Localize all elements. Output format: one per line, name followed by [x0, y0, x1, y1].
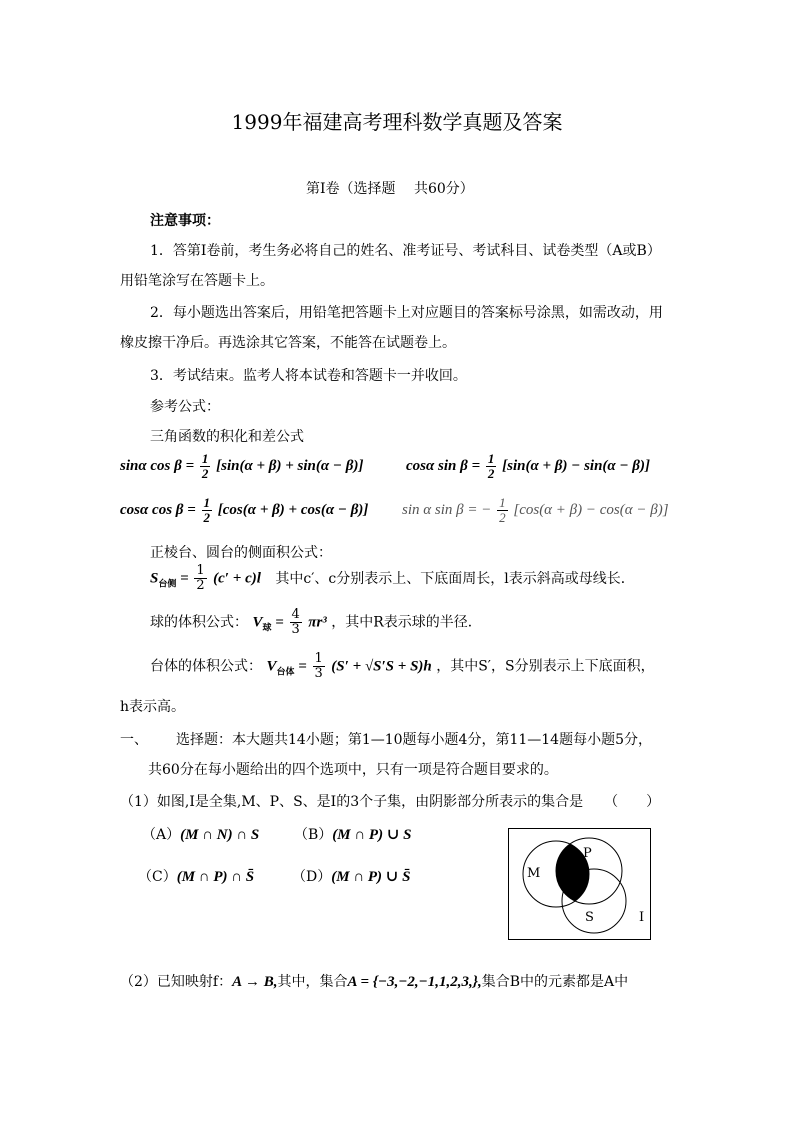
part-one-number: 一、 [120, 732, 148, 748]
label-m: M [527, 866, 541, 881]
trig-formula-heading: 三角函数的积化和差公式 [150, 429, 304, 445]
shaded-region [509, 829, 650, 939]
frustum-volume-formula: 台体的体积公式： $V_{台体}$ = $\frac{1}{3}$ (S′ + √S′S + S)h ，其中S′，S分别表示上下底面积， [150, 651, 655, 681]
formula-sin-sin: sin α sin β = − $\frac{1}{2}$ [cos(α + β) − cos(α − β)] [402, 495, 669, 525]
section-heading: 第Ⅰ卷（选择题 共60分） [306, 181, 474, 197]
label-p: P [583, 846, 592, 861]
circle-s [562, 869, 626, 933]
part-one-intro-2: 共60分在每小题给出的四个选项中，只有一项是符合题目要求的。 [148, 762, 558, 778]
notice-2-line-1: 2．每小题选出答案后，用铅笔把答题卡上对应题目的答案标号涂黑，如需改动，用 [150, 305, 663, 321]
question-1-stem: （1）如图,Ⅰ是全集,M、P、S、是Ⅰ的3个子集，由阴影部分所表示的集合是 （ ） [120, 794, 661, 810]
notice-3: 3．考试结束。监考人将本试卷和答题卡一并收回。 [150, 368, 467, 384]
frustum-volume-desc-2: h表示高。 [120, 699, 186, 715]
notice-1-line-1: 1．答第Ⅰ卷前，考生务必将自己的姓名、准考证号、考试科目、试卷类型（A或B） [150, 243, 661, 259]
label-s: S [585, 910, 594, 925]
sphere-volume-formula: 球的体积公式： $V_球$ = $\frac{4}{3}$ πr³ ，其中R表示球的半径． [150, 607, 482, 637]
page-title: 1999年福建高考理科数学真题及答案 [231, 110, 563, 134]
question-2-stem: （2）已知映射f：A → B,其中，集合A = {−3,−2,−1,1,2,3,},集合B中的元素都是A中 [120, 974, 629, 990]
label-i: I [639, 910, 645, 925]
notice-heading: 注意事项： [150, 213, 220, 229]
question-1-option-b: （B）(M ∩ P) ∪ S [294, 827, 412, 843]
venn-diagram [508, 828, 651, 940]
frustum-area-formula: $S_{台侧}$ = $\frac{1}{2}$ (c′ + c)l 其中c′、c分别表示上、下底面周长，l表示斜高或母线长． [150, 563, 635, 593]
notice-1-line-2: 用铅笔涂写在答题卡上。 [120, 273, 274, 289]
reference-formula-heading: 参考公式： [150, 399, 220, 415]
formula-sin-cos: sinα cos β = $\frac{1}{2}$ [sin(α + β) + sin(α − β)] [120, 451, 364, 481]
frustum-area-heading: 正棱台、圆台的侧面积公式： [150, 545, 332, 561]
part-one-intro-1: 选择题：本大题共14小题；第1—10题每小题4分，第11—14题每小题5分， [176, 732, 652, 748]
formula-cos-sin: cosα sin β = $\frac{1}{2}$ [sin(α + β) − sin(α − β)] [406, 451, 650, 481]
question-1-option-c: （C）(M ∩ P) ∩ S̄ [138, 869, 255, 885]
question-1-option-d: （D）(M ∩ P) ∪ S̄ [292, 869, 411, 885]
venn-svg [509, 829, 650, 939]
question-1-option-a: （A）(M ∩ N) ∩ S [142, 827, 260, 843]
formula-cos-cos: cosα cos β = $\frac{1}{2}$ [cos(α + β) + cos(α − β)] [120, 495, 369, 525]
notice-2-line-2: 橡皮擦干净后。再选涂其它答案，不能答在试题卷上。 [120, 335, 456, 351]
